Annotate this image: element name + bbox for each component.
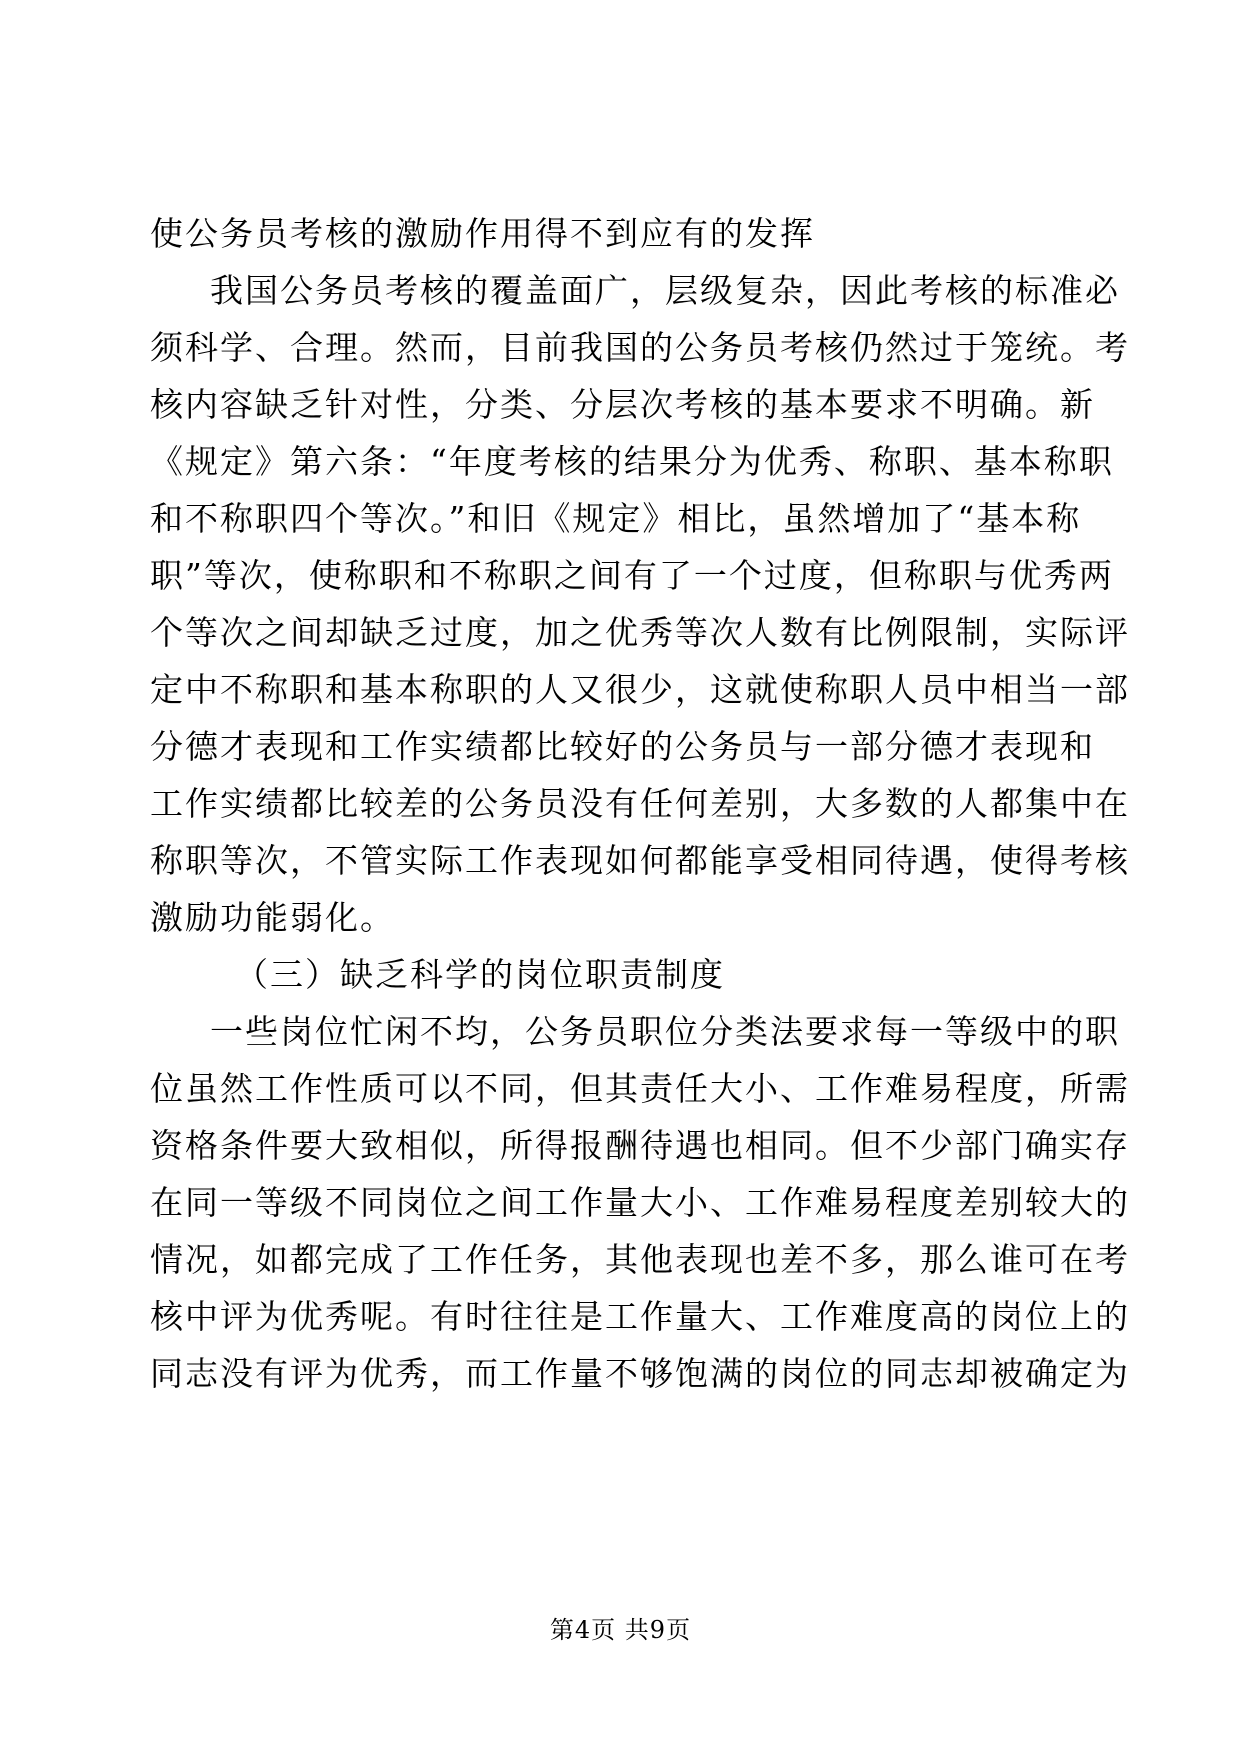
text-line-20: 核中评为优秀呢。有时往往是工作量大、工作难度高的岗位上的 [150,1297,1130,1336]
text-line-11: 工作实绩都比较差的公务员没有任何差别，大多数的人都集中在 [150,784,1130,823]
text-line-12: 称职等次，不管实际工作表现如何都能享受相同待遇，使得考核 [150,841,1130,880]
section-heading: （三）缺乏科学的岗位职责制度 [235,955,725,994]
text-line-21: 同志没有评为优秀，而工作量不够饱满的岗位的同志却被确定为 [150,1354,1130,1393]
text-line-19: 情况，如都完成了工作任务，其他表现也差不多，那么谁可在考 [150,1240,1130,1279]
text-line-8: 个等次之间却缺乏过度，加之优秀等次人数有比例限制，实际评 [150,613,1130,652]
text-line-17: 资格条件要大致相似，所得报酬待遇也相同。但不少部门确实存 [150,1126,1130,1165]
text-line-9: 定中不称职和基本称职的人又很少，这就使称职人员中相当一部 [150,670,1130,709]
text-line-5: 《规定》第六条：“年度考核的结果分为优秀、称职、基本称职 [150,442,1114,481]
text-line-15: 一些岗位忙闲不均，公务员职位分类法要求每一等级中的职 [210,1012,1120,1051]
text-line-7: 职”等次，使称职和不称职之间有了一个过度，但称职与优秀两 [150,556,1114,595]
text-line-6: 和不称职四个等次。”和旧《规定》相比，虽然增加了“基本称 [150,499,1082,538]
text-line-16: 位虽然工作性质可以不同，但其责任大小、工作难易程度，所需 [150,1069,1130,1108]
text-line-18: 在同一等级不同岗位之间工作量大小、工作难易程度差别较大的 [150,1183,1130,1222]
text-line-3: 须科学、合理。然而，目前我国的公务员考核仍然过于笼统。考 [150,328,1130,367]
text-line-2: 我国公务员考核的覆盖面广，层级复杂，因此考核的标准必 [210,271,1120,310]
page-number-footer: 第4页 共9页 [549,1616,692,1644]
text-line-4: 核内容缺乏针对性，分类、分层次考核的基本要求不明确。新 [150,385,1095,424]
text-line-1: 使公务员考核的激励作用得不到应有的发挥 [150,214,815,253]
text-line-10: 分德才表现和工作实绩都比较好的公务员与一部分德才表现和 [150,727,1095,766]
text-line-13: 激励功能弱化。 [150,898,395,937]
